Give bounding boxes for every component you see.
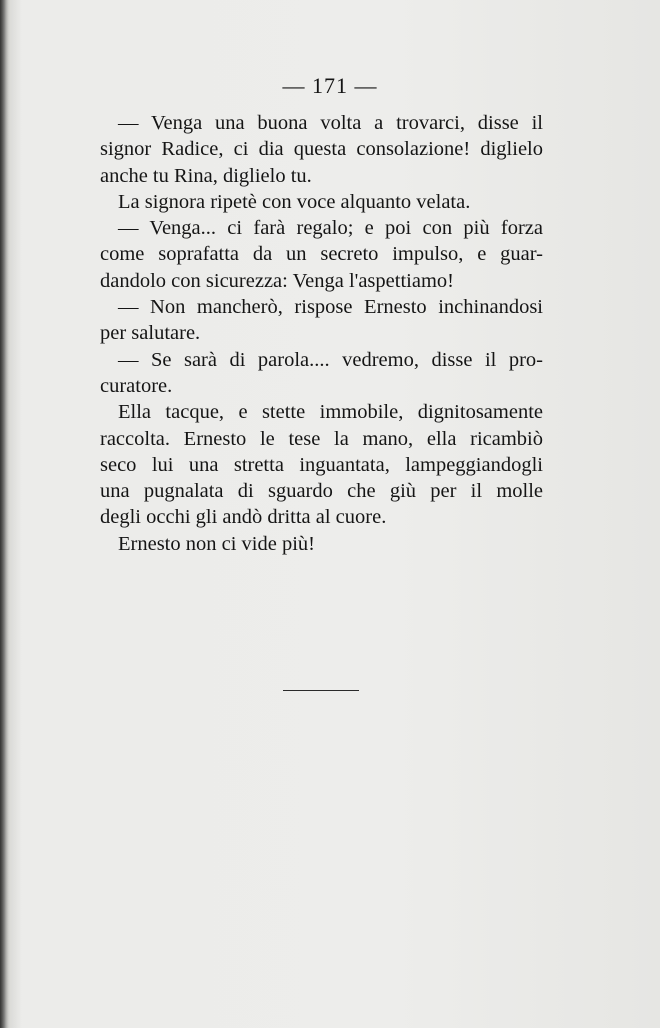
text-line: Ella tacque, e stette immobile, dignitosamente (118, 401, 543, 424)
text-line: raccolta. Ernesto le tese la mano, ella ricambiò (100, 427, 543, 450)
text-line: La signora ripetè con voce alquanto velata. (118, 190, 471, 213)
text-line: signor Radice, ci dia questa consolazione! diglielo (100, 138, 543, 161)
page-number: — 171 — (282, 73, 378, 98)
text-line: — Non mancherò, rispose Ernesto inchinandosi (118, 296, 543, 319)
text-line: dandolo con sicurezza: Venga l'aspettiamo! (100, 269, 454, 292)
text-line: degli occhi gli andò dritta al cuore. (100, 506, 387, 529)
body-text (100, 110, 543, 557)
binding-shadow (0, 0, 10, 1028)
text-line: — Se sarà di parola.... vedremo, disse il pro- (118, 348, 543, 371)
text-line: seco lui una stretta inguantata, lampeggiandogli (100, 453, 543, 476)
text-line: per salutare. (100, 322, 201, 345)
text-line: — Venga... ci farà regalo; e poi con più forza (118, 217, 543, 240)
text-line: curatore. (100, 374, 173, 397)
text-line: una pugnalata di sguardo che giù per il molle (100, 480, 543, 503)
text-line: come soprafatta da un secreto impulso, e guar- (100, 243, 543, 266)
text-line: anche tu Rina, diglielo tu. (100, 164, 312, 187)
text-line: — Venga una buona volta a trovarci, disse il (118, 112, 543, 134)
section-end-rule (283, 690, 359, 691)
text-line: Ernesto non ci vide più! (118, 532, 315, 555)
